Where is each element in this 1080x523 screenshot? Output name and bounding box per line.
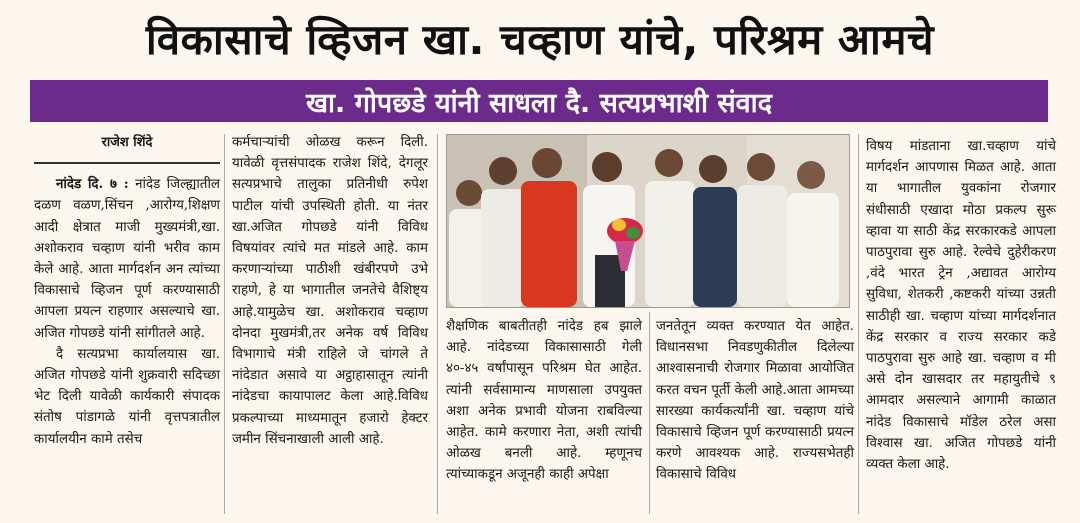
headline: विकासाचे व्हिजन खा. चव्हाण यांचे, परिश्रम आमचे xyxy=(145,14,935,64)
article-column-3 xyxy=(446,316,642,486)
lead-text: नांदेड जिल्ह्यातील दळण वळण,सिंचन ,आरोग्य,शिक्षण आदी क्षेत्रात माजी मुख्यमंत्री,खा. अशोकराव चव्हाण यांनी भरीव काम केले आहे. आता मार्गदर्शन अन त्यांच्या विकासाचे व्हिजन पूर्ण करण्यासाठी आपला प्रयत्न राहणार असल्याचे खा. अजित गोपछडे यांनी सांगीतले आहे. xyxy=(34,177,220,341)
article-column-1 xyxy=(34,128,220,450)
paragraph: शैक्षणिक बाबतीतही नांदेड हब झाले आहे. नांदेडच्या विकासासाठी गेली ४०-४५ वर्षांपासून परिश्रम घेत आहेत. त्यांनी सर्वसामान्य माणसाला उपयुक्त अशा अनेक प्रभावी योजना राबविल्या आहेत. कामे करणारा नेता, अशी त्यांची ओळख बनली आहे. म्हणूनच त्यांच्याकडून अजूनही काही अपेक्षा xyxy=(446,319,642,483)
group-photo xyxy=(446,134,850,308)
column-rule xyxy=(858,134,859,514)
subheadline: खा. गोपछडे यांनी साधला दै. सत्यप्रभाशी संवाद xyxy=(305,87,773,119)
lead-paragraph xyxy=(34,174,220,344)
article-column-5 xyxy=(866,136,1056,475)
subheadline-banner xyxy=(30,80,1048,122)
column-rule xyxy=(224,134,225,514)
dateline: नांदेड दि. ७ : xyxy=(56,176,129,193)
article-column-2 xyxy=(232,132,428,450)
paragraph: विषय मांडताना खा.चव्हाण यांचे मार्गदर्शन आपणास मिळत आहे. आता या भागातील युवकांना रोजगार संधीसाठी एखादा मोठा प्रकल्प सुरू व्हावा या साठी केंद्र सरकारकडे आपला पाठपुरावा सुरु आहे. रेल्वेचे दुहेरीकरण ,वंदे भारत ट्रेन ,अद्यावत आरोग्य सुविधा, शेतकरी ,कष्टकरी यांच्या उन्नती साठीही खा. चव्हाण यांच्या मार्गदर्शनात केंद्र सरकार व राज्य सरकार कडे पाठपुरावा सुरु आहे खा. चव्हाण व मी असे दोन खासदार तर महायुतीचे ९ आमदार असल्याने आगामी काळात नांदेड विकासाचे मॉडेल ठरेल असा विश्वास खा. अजित गोपछडे यांनी व्यक्त केला आहे. xyxy=(866,139,1056,473)
byline: राजेश शिंदे xyxy=(34,128,220,164)
paragraph: जनतेतून व्यक्त करण्यात येत आहेत. विधानसभा निवडणुकीतील दिलेल्या आश्वासनाची रोजगार मिळावा आयोजित करत वचन पूर्ती केली आहे.आता आमच्या सारख्या कार्यकर्त्यांनी खा. चव्हाण यांचे विकासाचे व्हिजन पूर्ण करण्यासाठी प्रयत्न करणे आवश्यक आहे. राज्यसभेतही विकासाचे विविध xyxy=(656,319,854,483)
paragraph: कर्मचाऱ्यांची ओळख करून दिली. यावेळी वृत्तसंपादक राजेश शिंदे, देगलूर सत्यप्रभाचे तालुका प्रतिनीधी रुपेश पाटील यांची उपस्थिती होती. या नंतर खा.अजित गोपछडे यांनी विविध विषयांवर त्यांचे मत मांडले आहे. काम करणाऱ्यांच्या पाठीशी खंबीरपणे उभे राहणे, हे या भागातील जनतेचे वैशिष्ट्य आहे.यामुळेच खा. अशोकराव चव्हाण दोनदा मुखमंत्री,तर अनेक वर्ष विविध विभागाचे मंत्री राहिले जे चांगले ते नांदेडात असावे या अट्ठाहासातून त्यांनी नांदेडचा कायापालट केला आहे.विविध प्रकल्पाच्या माध्यमातून हजारो हेक्टर जमीन सिंचनाखाली आली आहे. xyxy=(232,135,428,447)
article-column-4 xyxy=(656,316,854,486)
column-rule xyxy=(437,134,438,514)
column-rule xyxy=(649,312,650,514)
paragraph: दै सत्यप्रभा कार्यालयास खा. अजित गोपछडे यांनी शुक्रवारी सदिच्छा भेट दिली यावेळी कार्यकारी संपादक संतोष पांडागळे यांनी वृत्तपत्रातील कार्यालयीन कामे तसेच xyxy=(34,346,220,447)
